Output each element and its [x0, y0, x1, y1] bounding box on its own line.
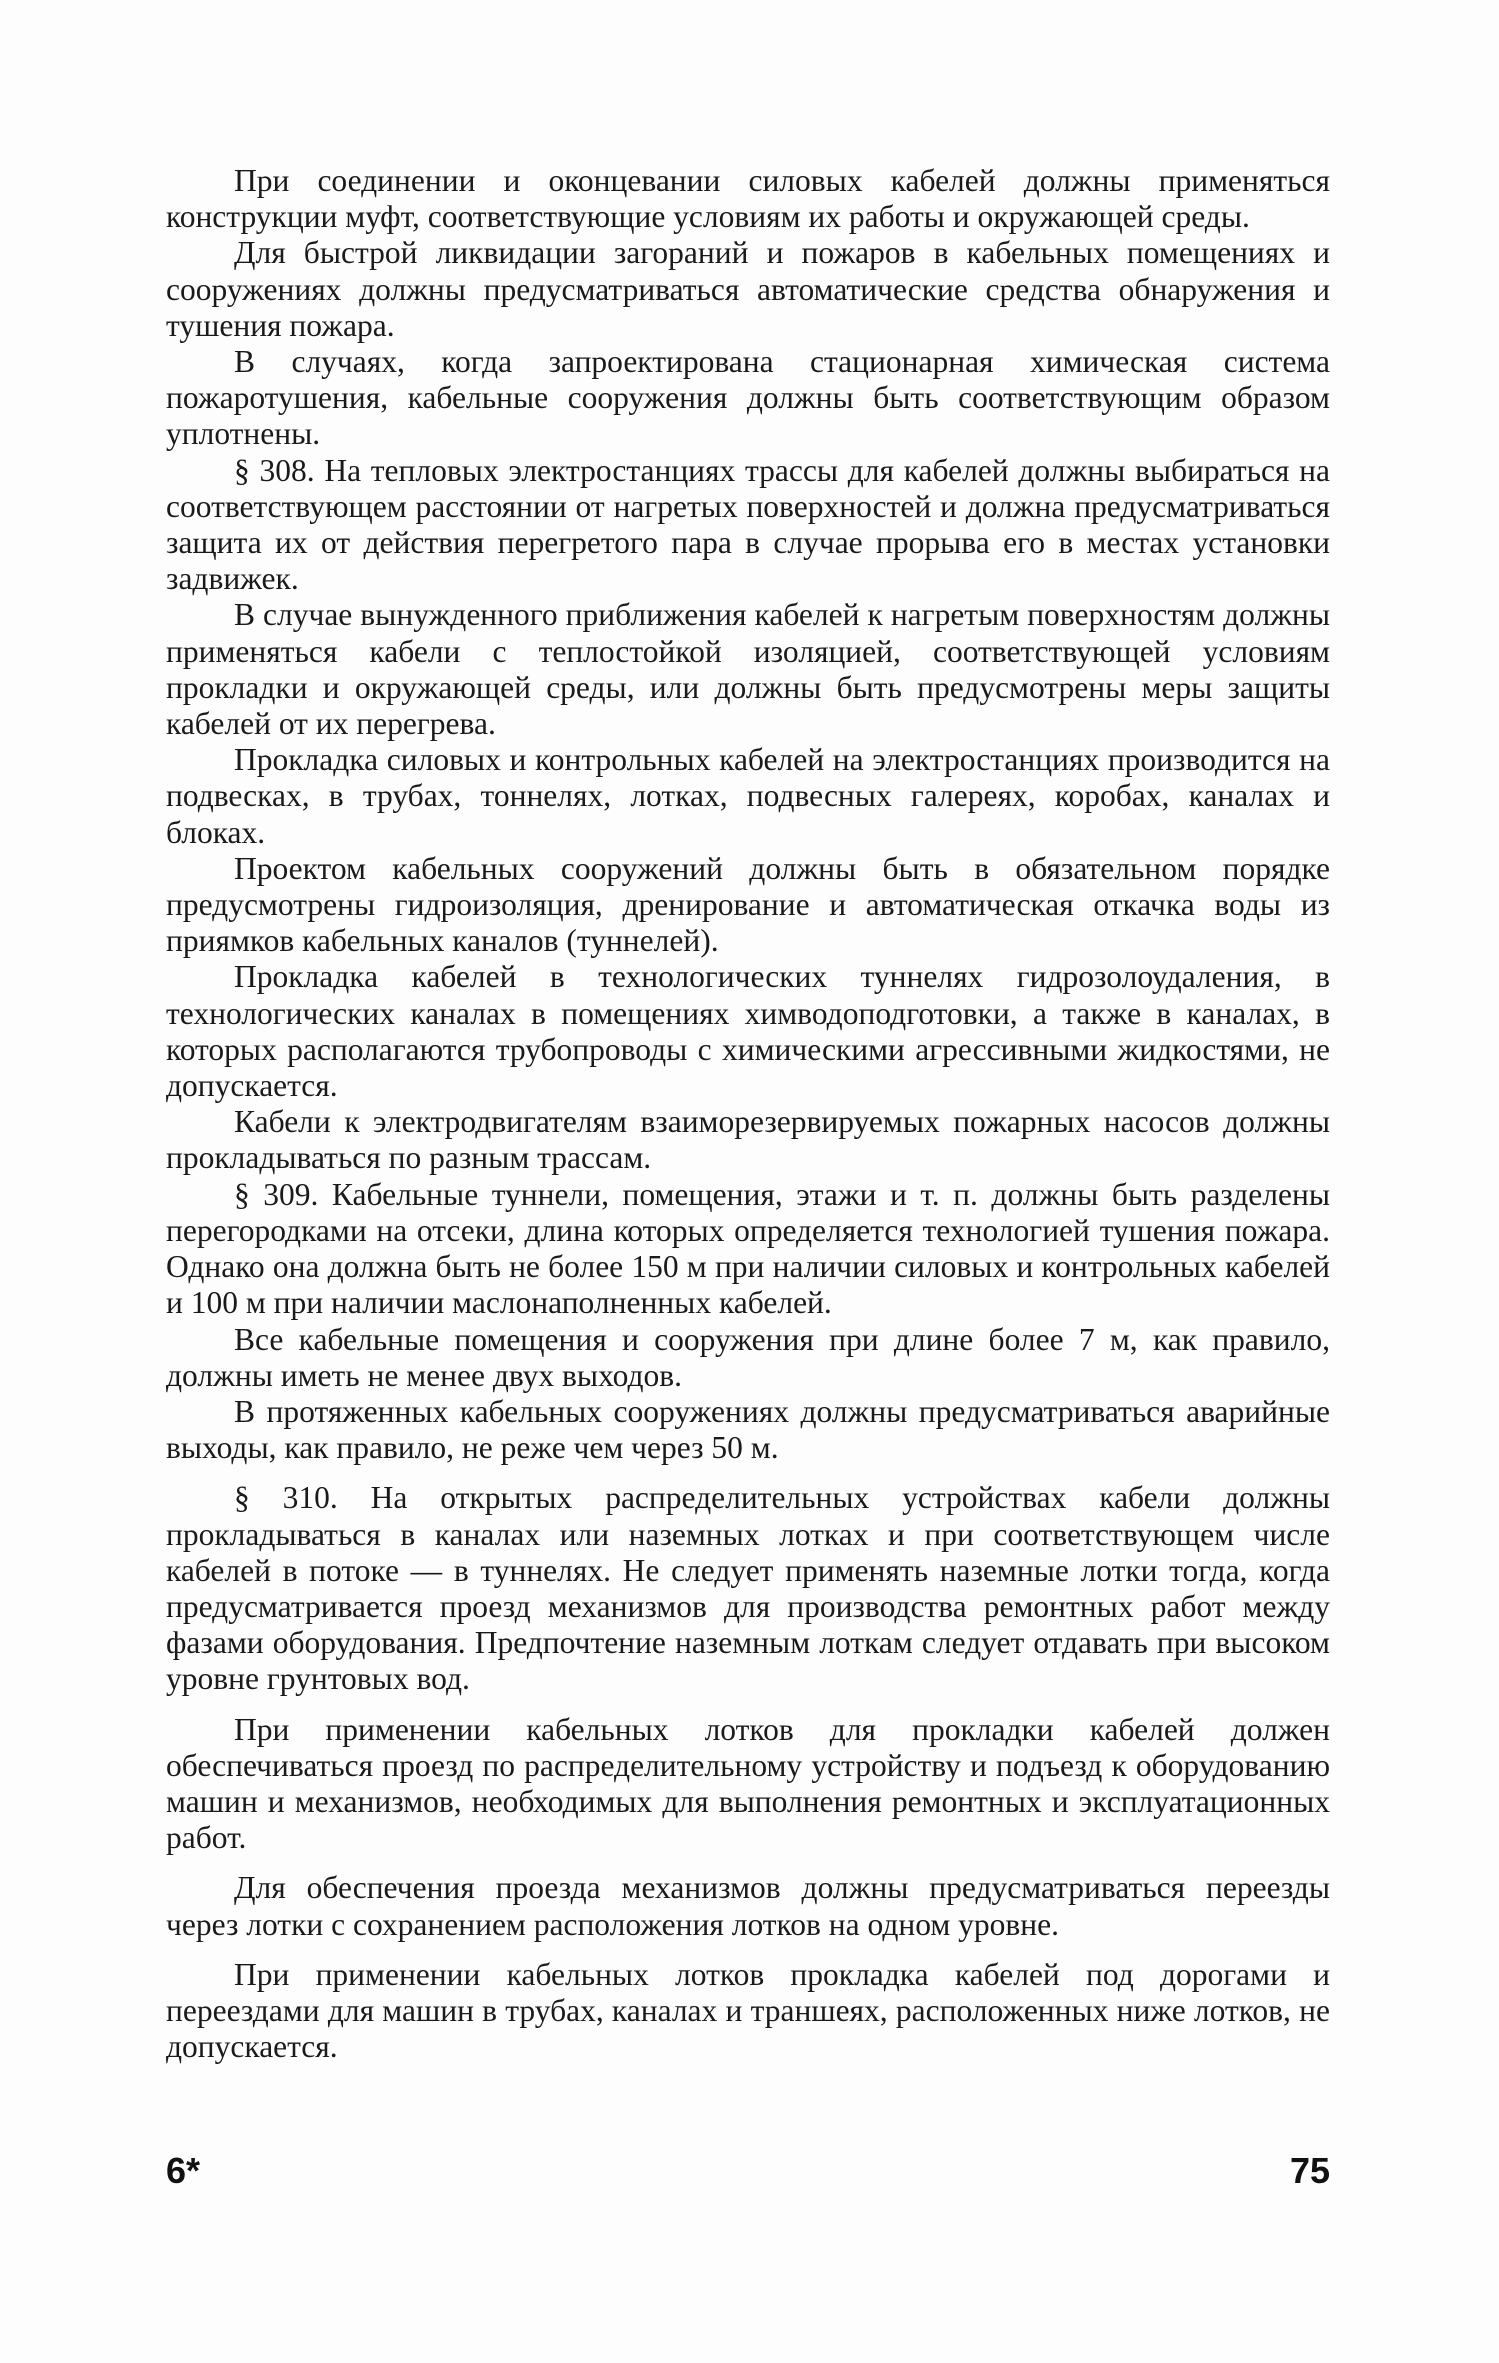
- paragraph: В протяженных кабельных сооружениях должны предусматриваться аварийные выходы, как правило, не реже чем через 50 м.: [166, 1393, 1330, 1466]
- paragraph: Кабели к электродвигателям взаиморезервируемых пожарных насосов должны прокладываться по разным трассам.: [166, 1104, 1330, 1176]
- paragraph: Для обеспечения проезда механизмов должны предусматриваться переезды через лотки с сохранением расположения лотков на одном уровне.: [166, 1870, 1330, 1942]
- paragraph: В случаях, когда запроектирована стационарная химическая система пожаротушения, кабельные сооружения должны быть соответствующим образом уплотнены.: [166, 344, 1330, 452]
- signature-mark: 6*: [166, 2150, 201, 2191]
- paragraph: При соединении и оконцевании силовых кабелей должны применяться конструкции муфт, соответствующие условиям их работы и окружающей среды.: [166, 163, 1330, 235]
- page-footer: [166, 2150, 1330, 2200]
- paragraph: Для быстрой ликвидации загораний и пожаров в кабельных помещениях и сооружениях должны предусматриваться автоматические средства обнаружения и тушения пожара.: [166, 235, 1330, 343]
- paragraph: При применении кабельных лотков прокладка кабелей под дорогами и переездами для машин в трубах, каналах и траншеях, расположенных ниже лотков, не допускается.: [166, 1956, 1330, 2065]
- paragraph: В случае вынужденного приближения кабелей к нагретым поверхностям должны применяться кабели с теплостойкой изоляцией, соответствующей условиям прокладки и окружающей среды, или должны быть предусмотрены меры защиты кабелей от их перегрева.: [166, 597, 1330, 742]
- paragraph: При применении кабельных лотков для прокладки кабелей должен обеспечиваться проезд по распределительному устройству и подъезд к оборудованию машин и механизмов, необходимых для выполнения ремонтных и эксплуатационных работ.: [166, 1711, 1330, 1856]
- paragraph: § 309. Кабельные туннели, помещения, этажи и т. п. должны быть разделены перегородками на отсеки, длина которых определяется технологией тушения пожара. Однако она должна быть не более 150 м при наличии силовых и контрольных кабелей и 100 м при наличии маслонаполненных кабелей.: [166, 1176, 1330, 1321]
- paragraph: § 308. На тепловых электростанциях трассы для кабелей должны выбираться на соответствующем расстоянии от нагретых поверхностей и должна предусматриваться защита их от действия перегретого пара в случае прорыва его в местах установки задвижек.: [166, 452, 1330, 597]
- paragraph: § 310. На открытых распределительных устройствах кабели должны прокладываться в каналах или наземных лотках и при соответствующем числе кабелей в потоке — в туннелях. Не следует применять наземные лотки тогда, когда предусматривается проезд механизмов для производства ремонтных работ между фазами оборудования. Предпочтение наземным лоткам следует отдавать при высоком уровне грунтовых вод.: [166, 1480, 1330, 1697]
- body-text: [166, 163, 1330, 2065]
- paragraph: Все кабельные помещения и сооружения при длине более 7 м, как правило, должны иметь не менее двух выходов.: [166, 1321, 1330, 1393]
- paragraph: Прокладка силовых и контрольных кабелей на электростанциях производится на подвесках, в трубах, тоннелях, лотках, подвесных галереях, коробах, каналах и блоках.: [166, 742, 1330, 850]
- paragraph: Проектом кабельных сооружений должны быть в обязательном порядке предусмотрены гидроизоляция, дренирование и автоматическая откачка воды из приямков кабельных каналов (туннелей).: [166, 850, 1330, 959]
- page-number: 75: [1289, 2150, 1330, 2191]
- paragraph: Прокладка кабелей в технологических туннелях гидрозолоудаления, в технологических каналах в помещениях химводоподготовки, а также в каналах, в которых располагаются трубопроводы с химическими агрессивными жидкостями, не допускается.: [166, 959, 1330, 1104]
